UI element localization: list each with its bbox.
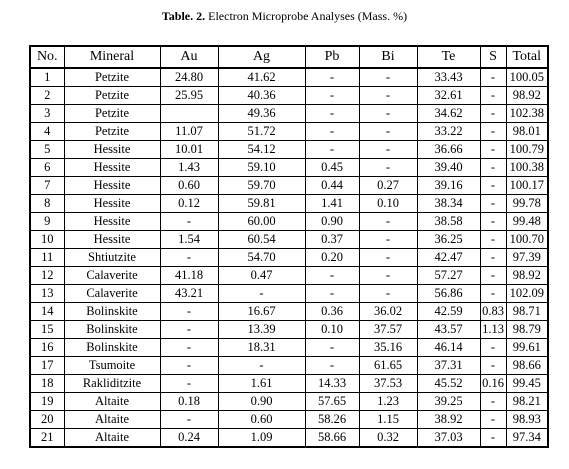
table-cell: - — [160, 213, 218, 231]
table-cell: 0.12 — [160, 195, 218, 213]
table-cell: 39.25 — [417, 393, 480, 411]
table-cell: 11.07 — [160, 123, 218, 141]
table-cell: 24.80 — [160, 68, 218, 87]
table-cell: 58.66 — [305, 429, 359, 448]
table-cell: 1 — [30, 68, 64, 87]
table-cell: 0.32 — [359, 429, 417, 448]
table-cell: 98.66 — [506, 357, 548, 375]
table-cell: 1.54 — [160, 231, 218, 249]
table-cell: 43.21 — [160, 285, 218, 303]
table-cell: 38.92 — [417, 411, 480, 429]
table-cell: 39.16 — [417, 177, 480, 195]
table-row — [30, 339, 548, 357]
table-cell: 13.39 — [218, 321, 305, 339]
table-cell: 0.60 — [218, 411, 305, 429]
table-cell: Calaverite — [64, 267, 160, 285]
table-cell: 49.36 — [218, 105, 305, 123]
table-cell: 98.21 — [506, 393, 548, 411]
table-cell: Bolinskite — [64, 303, 160, 321]
table-cell: - — [218, 285, 305, 303]
table-cell: Tsumoite — [64, 357, 160, 375]
table-cell: - — [480, 267, 506, 285]
microprobe-table — [29, 45, 549, 448]
table-cell: 25.95 — [160, 87, 218, 105]
table-cell: 0.18 — [160, 393, 218, 411]
table-cell: 0.10 — [305, 321, 359, 339]
table-cell: - — [305, 267, 359, 285]
table-cell: 1.09 — [218, 429, 305, 448]
table-cell: Calaverite — [64, 285, 160, 303]
table-cell: - — [480, 177, 506, 195]
table-cell: 37.31 — [417, 357, 480, 375]
table-cell: 0.37 — [305, 231, 359, 249]
table-cell: Shtiutzite — [64, 249, 160, 267]
table-cell: Petzite — [64, 105, 160, 123]
column-header: Mineral — [64, 46, 160, 68]
column-header: Bi — [359, 46, 417, 68]
caption-text: Electron Microprobe Analyses (Mass. %) — [208, 9, 408, 23]
table-cell: 16 — [30, 339, 64, 357]
table-cell: 100.17 — [506, 177, 548, 195]
table-cell: - — [359, 213, 417, 231]
table-row — [30, 411, 548, 429]
table-cell: Altaite — [64, 429, 160, 448]
table-row — [30, 177, 548, 195]
table-cell: - — [160, 357, 218, 375]
table-cell: 60.54 — [218, 231, 305, 249]
table-cell: 41.18 — [160, 267, 218, 285]
table-cell: Altaite — [64, 393, 160, 411]
table-cell: 37.53 — [359, 375, 417, 393]
table-cell: 58.26 — [305, 411, 359, 429]
table-cell: 98.92 — [506, 87, 548, 105]
table-cell: 61.65 — [359, 357, 417, 375]
table-cell: Rakliditzite — [64, 375, 160, 393]
table-cell: 0.27 — [359, 177, 417, 195]
table-cell: 38.58 — [417, 213, 480, 231]
table-cell: 57.65 — [305, 393, 359, 411]
table-cell: 14 — [30, 303, 64, 321]
table-row — [30, 303, 548, 321]
table-cell: Petzite — [64, 123, 160, 141]
table-cell: 98.79 — [506, 321, 548, 339]
table-cell: - — [160, 411, 218, 429]
table-cell: 100.70 — [506, 231, 548, 249]
table-cell: Petzite — [64, 87, 160, 105]
table-cell: - — [359, 105, 417, 123]
table-cell: - — [305, 357, 359, 375]
table-cell: 43.57 — [417, 321, 480, 339]
table-cell: - — [160, 303, 218, 321]
table-cell: - — [359, 68, 417, 87]
table-cell: 36.25 — [417, 231, 480, 249]
table-cell: 0.10 — [359, 195, 417, 213]
column-header: No. — [30, 46, 64, 68]
table-cell: Hessite — [64, 213, 160, 231]
table-cell: 16.67 — [218, 303, 305, 321]
table-cell: Bolinskite — [64, 321, 160, 339]
table-cell: 18 — [30, 375, 64, 393]
table-cell: 9 — [30, 213, 64, 231]
table-cell: - — [305, 339, 359, 357]
table-cell: 33.43 — [417, 68, 480, 87]
table-cell: - — [359, 231, 417, 249]
table-cell: - — [480, 429, 506, 448]
table-cell: 38.34 — [417, 195, 480, 213]
table-cell: - — [359, 267, 417, 285]
table-cell: 99.45 — [506, 375, 548, 393]
table-cell: Hessite — [64, 231, 160, 249]
table-row — [30, 68, 548, 87]
table-row — [30, 357, 548, 375]
table-cell: 99.48 — [506, 213, 548, 231]
table-cell: 36.02 — [359, 303, 417, 321]
table-cell: 0.44 — [305, 177, 359, 195]
table-cell: 35.16 — [359, 339, 417, 357]
table-row — [30, 321, 548, 339]
table-cell: Hessite — [64, 159, 160, 177]
table-cell: 34.62 — [417, 105, 480, 123]
table-cell: 54.12 — [218, 141, 305, 159]
table-cell: - — [480, 411, 506, 429]
table-cell: - — [305, 105, 359, 123]
table-cell: 60.00 — [218, 213, 305, 231]
table-cell: 21 — [30, 429, 64, 448]
table-cell: - — [480, 141, 506, 159]
table-header — [30, 46, 548, 68]
column-header: Pb — [305, 46, 359, 68]
table-cell: Bolinskite — [64, 339, 160, 357]
table-cell: 100.05 — [506, 68, 548, 87]
table-cell: 0.60 — [160, 177, 218, 195]
table-cell: 51.72 — [218, 123, 305, 141]
table-cell: 97.39 — [506, 249, 548, 267]
column-header: Ag — [218, 46, 305, 68]
column-header: S — [480, 46, 506, 68]
table-cell: - — [305, 141, 359, 159]
table-cell: 100.79 — [506, 141, 548, 159]
table-body — [30, 68, 548, 447]
table-row — [30, 231, 548, 249]
table-cell: 4 — [30, 123, 64, 141]
table-cell: 32.61 — [417, 87, 480, 105]
table-cell: - — [480, 213, 506, 231]
column-header: Au — [160, 46, 218, 68]
table-cell: 1.23 — [359, 393, 417, 411]
table-cell: - — [305, 285, 359, 303]
table-cell: Altaite — [64, 411, 160, 429]
table-cell: - — [160, 375, 218, 393]
table-row — [30, 141, 548, 159]
table-cell: 1.13 — [480, 321, 506, 339]
table-row — [30, 375, 548, 393]
table-cell: - — [359, 87, 417, 105]
table-cell: 45.52 — [417, 375, 480, 393]
table-cell: 1.61 — [218, 375, 305, 393]
table-row — [30, 105, 548, 123]
table-row — [30, 249, 548, 267]
caption-label: Table. 2. — [161, 9, 206, 23]
table-cell: 12 — [30, 267, 64, 285]
table-cell: 17 — [30, 357, 64, 375]
table-cell: - — [359, 249, 417, 267]
table-cell: 46.14 — [417, 339, 480, 357]
table-cell: 42.47 — [417, 249, 480, 267]
table-row — [30, 393, 548, 411]
table-cell: 54.70 — [218, 249, 305, 267]
table-cell: - — [359, 141, 417, 159]
table-cell: 0.36 — [305, 303, 359, 321]
table-cell: 33.22 — [417, 123, 480, 141]
table-cell: 11 — [30, 249, 64, 267]
table-cell: 2 — [30, 87, 64, 105]
table-row — [30, 123, 548, 141]
table-cell: 0.16 — [480, 375, 506, 393]
table-cell: 59.81 — [218, 195, 305, 213]
table-cell: - — [480, 249, 506, 267]
table-cell: 1.41 — [305, 195, 359, 213]
table-cell: Hessite — [64, 177, 160, 195]
table-cell: 98.71 — [506, 303, 548, 321]
table-cell: - — [480, 285, 506, 303]
table-cell: - — [480, 339, 506, 357]
table-cell: - — [218, 357, 305, 375]
table-cell: 37.57 — [359, 321, 417, 339]
table-cell: 18.31 — [218, 339, 305, 357]
header-row — [30, 46, 548, 68]
table-row — [30, 267, 548, 285]
table-cell: 10 — [30, 231, 64, 249]
table-cell: 7 — [30, 177, 64, 195]
table-cell: - — [359, 285, 417, 303]
table-cell: - — [480, 68, 506, 87]
table-cell: 0.90 — [305, 213, 359, 231]
table-cell: - — [160, 321, 218, 339]
table-cell: 98.01 — [506, 123, 548, 141]
table-cell: 1.43 — [160, 159, 218, 177]
table-cell: 3 — [30, 105, 64, 123]
table-cell: - — [480, 357, 506, 375]
table-cell: - — [480, 195, 506, 213]
table-cell: 42.59 — [417, 303, 480, 321]
table-cell: 99.61 — [506, 339, 548, 357]
table-cell: 97.34 — [506, 429, 548, 448]
table-cell: - — [480, 87, 506, 105]
table-cell: 19 — [30, 393, 64, 411]
table-row — [30, 213, 548, 231]
table-cell: 0.47 — [218, 267, 305, 285]
table-cell: - — [480, 159, 506, 177]
table-cell: 39.40 — [417, 159, 480, 177]
table-row — [30, 429, 548, 448]
table-cell: 59.10 — [218, 159, 305, 177]
table-cell: Petzite — [64, 68, 160, 87]
table-cell: 36.66 — [417, 141, 480, 159]
table-cell: - — [359, 159, 417, 177]
table-cell: 10.01 — [160, 141, 218, 159]
table-row — [30, 87, 548, 105]
table-cell: 102.38 — [506, 105, 548, 123]
table-cell: 59.70 — [218, 177, 305, 195]
table-cell: 57.27 — [417, 267, 480, 285]
table-cell: 37.03 — [417, 429, 480, 448]
table-cell: 8 — [30, 195, 64, 213]
table-cell: - — [160, 249, 218, 267]
table-cell: 0.24 — [160, 429, 218, 448]
table-cell: 102.09 — [506, 285, 548, 303]
table-cell: 13 — [30, 285, 64, 303]
table-cell: - — [160, 339, 218, 357]
table-cell: 20 — [30, 411, 64, 429]
table-cell: 14.33 — [305, 375, 359, 393]
table-cell: - — [305, 123, 359, 141]
table-cell: 98.92 — [506, 267, 548, 285]
table-cell: 41.62 — [218, 68, 305, 87]
table-cell: - — [305, 68, 359, 87]
table-row — [30, 159, 548, 177]
table-cell: 15 — [30, 321, 64, 339]
table-cell: - — [480, 393, 506, 411]
table-caption — [0, 9, 569, 23]
table-cell: 0.90 — [218, 393, 305, 411]
table-cell: Hessite — [64, 141, 160, 159]
table-cell: Hessite — [64, 195, 160, 213]
table-cell: - — [480, 123, 506, 141]
column-header: Te — [417, 46, 480, 68]
table-cell: - — [305, 87, 359, 105]
table-cell: - — [359, 123, 417, 141]
table-cell: 5 — [30, 141, 64, 159]
table-cell: 100.38 — [506, 159, 548, 177]
table-cell: 0.20 — [305, 249, 359, 267]
table-cell: 6 — [30, 159, 64, 177]
table-cell: 56.86 — [417, 285, 480, 303]
table-row — [30, 285, 548, 303]
column-header: Total — [506, 46, 548, 68]
table-cell: 0.83 — [480, 303, 506, 321]
table-cell: 0.45 — [305, 159, 359, 177]
table-row — [30, 195, 548, 213]
table-cell: - — [480, 105, 506, 123]
table-cell — [160, 105, 218, 123]
table-cell: 1.15 — [359, 411, 417, 429]
table-cell: - — [480, 231, 506, 249]
table-cell: 99.78 — [506, 195, 548, 213]
table-cell: 98.93 — [506, 411, 548, 429]
table-cell: 40.36 — [218, 87, 305, 105]
